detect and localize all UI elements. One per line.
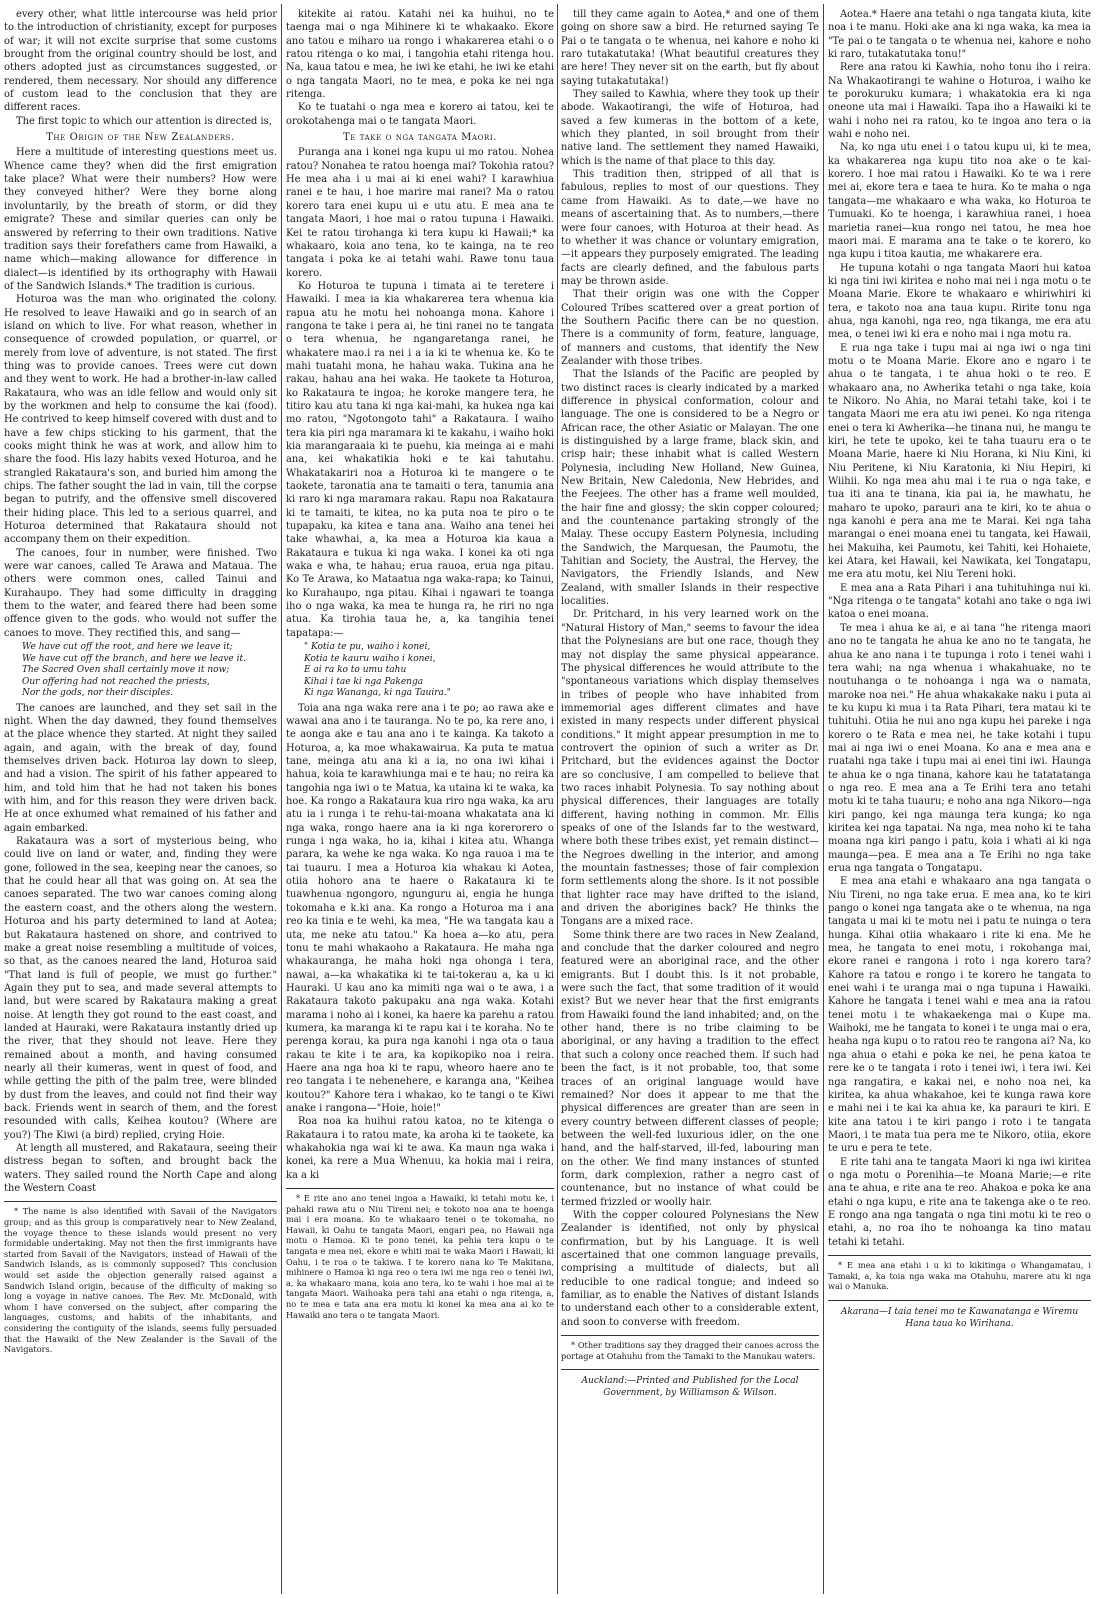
column-maori-1 — [286, 8, 554, 1593]
verse-line: We have cut off the root, and here we leave it; — [22, 642, 233, 653]
paragraph: Roa noa ka huihui ratou katoa, no te kitenga o Rakataura i to ratou mate, ka aroha ki te taokete, ka whakahokia nga wai ki te awa. Ka maun nga waka i konei, ka rere a Mua Whenuu, ka hokia mai i reira, ka a ki — [286, 1116, 554, 1181]
verse-line: Kotia te kauru waiho i konei, — [304, 653, 436, 664]
paragraph: That the Islands of the Pacific are peopled by two distinct races is clearly indicated by a marked difference in physical conformation, colour and language. The one is considered to be a Negro or African race, the other Asiatic or Malayan. The one is distinguished by a large frame, black skin, and crisp hair; these inhabit what is called Western Polynesia, including New Holland, New Guinea, New Britain, New Caledonia, New Hebrides, and the Feejees. The other has a frame well moulded, the hair fine and glossy; the skin copper coloured; and the countenance partaking strongly of the Malay. These occupy Eastern Polynesia, including the Sandwich, the Marquesan, the Paumotu, the Tahitian and Society, the Austral, the Hervey, the Navigators, the Friendly Islands, and New Zealand, with smaller Islands in their respective localities. — [561, 369, 819, 608]
verse-block — [22, 642, 277, 700]
paragraph: The canoes are launched, and they set sail in the night. When the day dawned, they found themselves at the place whence they started. At night they sailed again, and again, with the break of day, found themselves driven back. Hoturoa lay down to sleep, and had a vision. The spirit of his father appeared to him, and told him that he had not taken his bones with him, and for this reason they were driven back. He at once exhumed what remained of his father and again embarked. — [4, 702, 277, 834]
column-rule — [281, 4, 282, 1594]
verse-line: The Sacred Oven shall certainly move it now; — [22, 665, 230, 676]
verse-line: " Kotia te pu, waiho i konei, — [304, 642, 431, 653]
paragraph: Some think there are two races in New Zealand, and conclude that the darker coloured and negro featured were an aboriginal race, and the other emigrants. But I doubt this. Is it not probable, were such the fact, that some tradition of it would exist? But we never hear that the first emigrants from Hawaiki found the land inhabited; and, on the other hand, there is no tribe claiming to be aboriginal, or any having a tradition to the effect that such a colony once reached them. If such had been the fact, is it not probable, too, that some traces of an original language would have remained? Nor does it appear to me that the physical differences are greater than are seen in every country between different classes of people; between the well-fed luxurious idler, on the one hand, and the half-starved, ill-fed, labouring man on the other. We find many instances of stunted form, dark complexion, rather a negro cast of countenance, but no instance of what could be termed frizzled or woolly hair. — [561, 929, 819, 1208]
paragraph: kitekite ai ratou. Katahi nei ka huihui, no te taenga mai o nga Mihinere ki te whakaako. Ekore ano tatou e miharo ua rongo i whakarerea etahi o o ratou ritenga o ko mai, i tangohia etahi ritenga hou. Na, kaua tatou e mea, he iwi ke etahi, he iwi ke etahi o nga tangata Maori, no te mea, e poka ke nei nga ritenga. — [286, 9, 554, 101]
footnote — [286, 1188, 554, 1320]
verse-block — [304, 642, 554, 700]
verse-line: Nor the gods, nor their disciples. — [22, 688, 174, 699]
paragraph: E mea ana a Rata Pihari i ana tuhituhinga nui ki. "Nga ritenga o te tangata" kotahi ano take o nga iwi katoa o enei moana. — [828, 582, 1091, 621]
paragraph: Toia ana nga waka rere ana i te po; ao rawa ake e wawai ana ano i te tauranga. No te po, ka rere ano, i te aonga ake e tau ana ano i te kainga. Ka takoto a Hoturoa, a, ka moe whakawairua. Ka puta te matua tane, meinga atu ana ki a ia, no ona iwi kihai i hahua, koia te karawhiunga mai e te hau; no reira ka tangohia nga iwi o te Matua, ka utaina ki te waka, ka hoe. Ka rongo a Rakataura kua riro nga waka, ka aru atu ia i runga i te rehu-tai-moana whakatata ana ki nga waka, rongo haere ana ia ki nga korerorero o runga i nga waka, ho ia, kihai i kitea atu. Whanga parara, ka wehe ke nga waka. Ko nga rauoa i ma te tai tuauru. I mea a Hoturoa kia whakau ki Aotea, otiia hohoro ana te haere o Rakataura ki te tuawhenua ngongoro, ngunguru ai, engia he hunga tokomaha e k.ki ana. Ka rongo a Hoturoa ma i ana reo ka tinia e te wehi, ka mea, "He wa tangata kau a uta, me neke atu tatou." Ka hoea a—ko atu, pera tonu te mahi whakaoho a Rakataura. He maha nga whakauranga, he maha hoki nga ohonga i tera, nawai, a—ka whakatika ki te tai-tokerau a, ka u ki Hauraki. U kau ano ka mimiti nga wai o te awa, i a Rakataura takoto pakupaku ana nga waka. Kotahi marama i noho ai i konei, ka haere ka parehu a ratou kumera, ka maranga ki te rapu kai i te koraha. No te perenga korau, ka pura nga kanohi i nga ota o taua rakau te kite i te ara, ka kopikopiko noa i reira. Haere ana nga hoa ki te rapu, wheoro haere ano te reo tangata i te nehenehere, e karanga ana, "Keihea koutou?" Kahore tera i whakao, ko te tangi o te Kiwi anake i rangona—"Hoie, hoie!" — [286, 702, 554, 1114]
paragraph: The first topic to which our attention is directed is, — [16, 115, 272, 127]
verse-line: Our offering had not reached the priests, — [22, 676, 210, 687]
verse-line: We have cut off the branch, and here we leave it. — [22, 653, 246, 664]
column-maori-2 — [828, 8, 1091, 1593]
verse-line: Kihai i tae ki nga Pakenga — [304, 676, 424, 687]
footnote-text: * Other traditions say they dragged their canoes across the portage at Otahuhu from the Tamaki to the Manukau waters. — [561, 1340, 819, 1361]
footnote-text: * E mea ana etahi i u ki to kikitinga o Whangamatau, i Tamaki, a, ka toia nga waka ma Otahuhu, marere atu ki nga wai o Manuka. — [828, 1259, 1091, 1292]
column-english-2 — [561, 8, 819, 1593]
paragraph: He tupuna kotahi o nga tangata Maori hui katoa ki nga tini iwi kiritea e noho mai nei i nga motu o te Moana Marie. Ekore te whakaaro e whiriwhiri ki tera, e takoto noa ana taua kupu. Ririte tonu nga ahua, nga kanohi, nga reo, nga tikanga, me era atu mea, o tenei iwi ki era e noho mai i nga motu ra. — [828, 262, 1091, 341]
paragraph: E mea ana etahi e whakaaro ana nga tangata o Niu Tireni, no nga take erua. E mea ana, ko te kiri pango o konei nga tangata ake o te whenua, na nga tangata u mai ki te motu nei i patu te nuinga o tera hunga. Kihai otiia whakaaro i rite ki ena. Me he mea, he tangata to enei motu, i rokohanga mai, ekore ranei e rangona i roto i nga korero tara? Kahore ra tatou e rongo i te korero he tangata to enei wahi i te uranga mai o nga tupuna i Hawaiki. Kahore he tangata i tenei wahi e mea ana ia ratou tenei motu i te whakaekenga mai o Kupe ma. Waihoki, me he tangata to konei i te unga mai o era, heaha nga kupu o to ratou reo te rangona ai? Na, ko nga ahua o etahi e poka ke nei, he pena katoa te rere ke o te tangata i roto i tenei iwi, i tera iwi. Kei nga rangatira, e kakai nei, e noho noa nei, ka kiritea, ka ahua whakahoe, kei te kunga rawa kore e mahi nei i te kai ka ahua ke, ka parauri te kiri. E kite ana tatou i te kiri pango i roto i te tangata Maori, i te mata tua pera me te Nikoro, otiia, ekore te uru e pera te tete. — [828, 876, 1091, 1155]
printer-imprint: Auckland:—Printed and Published for the Local Government, by Williamson & Wilson. — [561, 1369, 819, 1399]
paragraph: At length all mustered, and Rakataura, seeing their distress began to soften, and brought back the waters. They sailed round the North Cape and along the Western Coast — [4, 1143, 277, 1195]
paragraph: Ko Hoturoa te tupuna i timata ai te teretere i Hawaiki. I mea ia kia whakarerea tera whenua kia rapua atu he motu hei nohoanga mona. Kahore i rangona te take i pera ai, he tini ranei no te tangata o tera whenua, he ngangaretanga ranei, he whakatere mao.i ra nei i a ia ki te whenua ke. Ko te mahi tuatahi mona, he hahau waka. Tukina ana he rakau, hahau ana hei waka. He taokete ta Hoturoa, ko Rakataura te ingoa; he koroke mangere tera, he titiro kau atu tana ki nga kai-mahi, ka hukea nga kai mo ratou, "Ngotongoto tahi" a Rakataura. I waiho tera kia piri nga maramara ki te kakahu, i waiho hoki kia marangaraaia ki te puehu, kia meinga ai e mahi ana, kei whakatikia hoki e te kai tahutahu. Whakatakariri noa a Hoturoa ki te mangere o te taokete, taronatia ana te tamaiti o tera, tanumia ana ki raro ki nga maramara rakau. Rapu noa Rakataura ki te tamaiti, te kitea, no ka puta noa te piro o te tupapaku, ka kitea e tana ana. Waiho ana tenei hei take whawhai, a, ka mea a Hoturoa kia kaua a Rakataura e tukua ki nga waka. I konei ka oti nga waka e wha, te hahau; erua rauoa, erua nga pitau. Ko Te Arawa, ko Mataatua nga waka-rapa; ko Tainui, ko Kurahaupo, nga pitau. Kihai i ngawari te toanga iho o nga waka, ka mea te hunga ra, he riri no nga atua. Ka tirohia taua he, a, ka tangihia tenei tapatapa:— — [286, 280, 554, 639]
paragraph: Te mea i ahua ke ai, e ai tana "he ritenga maori ano no te tangata he ahua ke ano no te tangata, he ahua ke ano nana i te tupunga i roto i tenei wahi i tera wahi; na nga whenua i whakahuake, no te noutuhanga o te nohoanga i nga wa o namata, maroke noa nei." He ahua whakakake naku i puta ai te ku kupu ki mua i ta Rata Pihari, tera matau ki te tuhituhi. Otiia he nui ano nga kupu hei pareke i nga korero o te Rata e mea nei, he take kotahi i tupu mai ai nga iwi o enei Moana. Ko ana e mea ana e ruatahi nga take i tupu mai ai enei tini iwi. Haunga te ahua ke o nga tinana, kahore kau he tatatatanga o nga reo. E mea ana a Te Erihi tera ano tetahi motu ki te taha tuauru; e noho ana nga Nikoro—nga kiri pango, kei nga maunga tera kunga; ko nga kiritea kei nga tapatai. Na nga, mea noho ki te taha moana nga kiri pango i patu, koia i whati ai ki nga maunga—pea. E mea ana a Te Erihi no nga take erua nga tangata o Tongatapu. — [828, 622, 1091, 874]
column-rule — [557, 4, 558, 1594]
paragraph: E rua nga take i tupu mai ai nga iwi o nga tini motu o te Moana Marie. Ekore ano e ngaro i te ahua o te tangata, i te ahua hoki o te reo. E whakaaro ana, no Awherika tetahi o nga take, koia te Nikoro. No Ahia, no Marai tetahi take, koi i te tangata Maori me era atu iwi penei. Ko nga ritenga enei o tera ki Awherika—he tinana nui, he mangu te kiri, he tete te upoko, kei te taha tuauru era o te Moana Marie, haere ki Niu Horana, ki Niu Kini, ki Niu Peritene, ki Niu Karatonia, ki Niu Hepiri, ki Wiihii. Ko nga mea ahu mai i te rua o nga take, e tua iti ana te tinana, kia pai ia, he mawhatu, he maharo te upoko, parauri ana te kiri, ko te ahua o nga kanohi e pera ana me te Marai. Kei nga taha marangai o enei moana enei tu tangata, kei Hawaii, hei Makuiha, kei Paumotu, kei Tahiti, kei Hohaiete, kei Atara, kei Hawaii, kei Nawikata, kei Tongatapu, me era atu motu, kei Niu Tereni hoki. — [828, 342, 1091, 581]
paragraph: Na, ko nga utu enei i o tatou kupu ui, ki te mea, ka whakarerea nga kupu tito noa ake o te kai-korero. I hoe mai ratou i Hawaiki. Ko te wa i rere mei ai, ekore tera e taea te hura. Ko te maha o nga tangata—me whakaaro e wha waka, ko Hoturoa te Tumuaki. Ko te hoenga, i karawhiua ranei, i hoea marietia ranei—kua rongo nei tatou, he mea hoe maori mai. E marama ana te take o te korero, ko nga kupu i titoa kautia, me whakarere era. — [828, 142, 1091, 261]
paragraph: That their origin was one with the Copper Coloured Tribes scattered over a great portion of the Southern Pacific there can be no question. There is a community of form, feature, language, of manners and customs, that identify the New Zealander with those tribes. — [561, 289, 819, 367]
paragraph: The canoes, four in number, were finished. Two were war canoes, called Te Arawa and Mataua. The others were common ones, called Tainui and Kurahaupo. They had some difficulty in dragging them to the water, and feared there had been some offence given to the gods. who would not suffer the canoes to move. They rectified this, and sang— — [4, 547, 277, 639]
section-heading: The Origin of the New Zealanders. — [46, 132, 235, 144]
verse-line: Ki nga Wananga, ki nga Tauira." — [304, 688, 451, 699]
verse-line: E ai ra ko to umu tahu — [304, 665, 407, 676]
paragraph: This tradition then, stripped of all that is fabulous, replies to most of our questions. They came from Hawaiki. As to date,—we have no means of ascertaining that. As to numbers,—there were four canoes, with Hoturoa at their head. As to whether it was chance or voluntary emigration,—it appears they purposely emigrated. The leading facts are clearly defined, and the fabulous parts may be thrown aside. — [561, 169, 819, 287]
paragraph: Aotea.* Haere ana tetahi o nga tangata kiuta, kite noa i te manu. Hoki ake ana ki nga waka, ka mea ia "Te pai o te tangata o te whenua nei, kahore e noho ki raro, tutakatutaka tonu!" — [828, 9, 1091, 61]
paragraph: Here a multitude of interesting questions meet us. Whence came they? when did the first emigration take place? What were their numbers? How were they conveyed hither? Were they borne along involuntarily, by the breath of storm, or did they emigrate? These and similar queries can only be answered by referring to their own traditions. Native tradition says their forefathers came from Hawaiki, a name which—making allowance for difference in dialect—is identified by its orthography with Hawaii of the Sandwich Islands.* The tradition is curious. — [4, 147, 277, 292]
footnote — [828, 1255, 1091, 1292]
footnote — [4, 1201, 277, 1354]
paragraph: E rite tahi ana te tangata Maori ki nga iwi kiritea o nga motu o Porenihia—te Moana Marie;—e rite ana te ahua, e rite ana te reo. Ahakoa e poka ke ana etahi o nga kupu, e rite ana te takenga ake o te reo. E rongo ana nga tangata o nga tini motu ki te reo o etahi, a, no roa iho te nohoanga ka tino matau tetahi ki tetahi. — [828, 1156, 1091, 1248]
column-rule — [823, 4, 824, 1594]
paragraph: every other, what little intercourse was held prior to the introduction of christianity, except for purposes of war; it will not excite surprise that some customs brought from the original country should be lost, and others adopted just as circumstances suggested, or rendered, them necessary. Nor should any difference of custom lead to the conclusion that they are different races. — [4, 9, 277, 114]
paragraph: With the copper coloured Polynesians the New Zealander is identified, not only by physical confirmation, but by his Language. It is well ascertained that one common language prevails, comprising a multitude of dialects, but all reducible to one radical tongue; and indeed so familiar, as to enable the Natives of distant Islands to understand each other to a considerable extent, and soon to converse with freedom. — [561, 1209, 819, 1328]
paragraph: Rere ana ratou ki Kawhia, noho tonu iho i reira. Na Whakaotirangi te wahine o Hoturoa, i waiho ke te porokuruku kumara; i whakatokia era ki nga oneone uta mai i Hawaiki. Tapa iho a Hawaiki ki te wahi i noho nei ra ratou, ko te ingoa ano tera o ia wahi e noho nei. — [828, 62, 1091, 141]
footnote-text: * The name is also identified with Savaii of the Navigators group; and as this group is comparatively near to New Zealand, the voyage thence to these islands would present no very formidable undertaking. May not then the first immigrants have started from Savaii of the Navigators, instead of Hawaii of the Sandwich Islands, as is commonly supposed? This conclusion would set aside the objection generally raised against a Sandwich Island origin, because of the difficulty of making so long a voyage in native canoes. The Rev. Mr. McDonald, with whom I have conversed on the subject, after comparing the languages, customs, and habits of the inhabitants, and considering the contiguity of the islands, seems fully persuaded that the Hawaiki of the New Zealander is the Savaii of the Navigators. — [4, 1206, 277, 1355]
footnote-text: * E rite ano ano tenei ingoa a Hawaiki, ki tetahi motu ke, i pahaki rawa atu o Niu Tireni nei; e tokoto noa ana te hoenga mai i era moana. Ko te whakaaro tenei o te tokomaha, no Hawaii, ki Oahu te tangata Maori, engari pea, no Hawaii nga motu o Hamoa. Ki te pono tenei, ka pehia tera kupu o te tangata e mea nei, ekore e whiti mai te waka Maori i Hawaii, ki Oahu, i te roa o te takiwa. I te korero nana ko Te Makitana, mihinere o Hamoa ki nga reo o tera iwi me nga reo o tenei iwi, a, ka whakaaro mana, koia ano tera, ko te wahi i hoe mai ai te tangata Maori. Waihoaka pera tahi ana etahi o nga ritenga, a, no te mea e tata ana era motu ki konei ka mea ana ai ko te Hawaiki ano tera o te tangata Maori. — [286, 1193, 554, 1320]
paragraph: Rakataura was a sort of mysterious being, who could live on land or water, and, finding they were gone, followed in the sea, keeping near the canoes, so that he could hear all that was going on. At sea the canoes separated. The two war canoes coming along the eastern coast, and the others along the western. Hoturoa and his party determined to land at Aotea; but Rakataura hastened on shore, and contrived to make a great noise resembling a multitude of voices, so that, as the canoes neared the land, Hoturoa said "That land is full of people, we must go further." Again they put to sea, and made several attempts to land, but were scared by Rakataura making a great noise. At length they got round to the east coast, and landed at Hauraki, were Rakataura instantly dried up the river, that they should not leave. Here they remained about a month, and having consumed nearly all their kumeras, went in quest of food, and while getting the pith of the palm tree, were blinded by dust from the leaves, and could not find their way back. Friends went in search of them, and the forest resounded with calls, Keihea koutou? (Where are you?) The Kiwi (a bird) replied, crying Hoie. — [4, 836, 277, 1141]
paragraph: Hoturoa was the man who originated the colony. He resolved to leave Hawaiki and go in search of an island on which to live. For what reason, whether in consequence of crowded population, or quarrel, or merely from love of adventure, is not stated. The first thing was to provide canoes. Trees were cut down and they went to work. He had a brother-in-law called Rakataura, who was an idle fellow and would only sit by the workmen and help to consume the kai (food). He contrived to keep himself covered with dust and to have a few chips sticking to his garment, that the cooks might think he was at work, and allow him to share the food. His lazy habits vexed Hoturoa, and he strangled Rakataura's son, and buried him among the chips. The father sought the lad in vain, till the corpse began to putrify, and the offensive smell discovered their hiding place. This led to a serious quarrel, and Hoturoa determined that Rakataura should not accompany them on their expedition. — [4, 294, 277, 546]
paragraph: Puranga ana i konei nga kupu ui mo ratou. Nohea ratou? Nonahea te ratou hoenga mai? Tokohia ratou? He mea aha i u mai ai ki enei wahi? I karawhiua ranei e te hau, i hoe marire mai ranei? Ma o ratou korero tara enei kupu ui e utu atu. E mea ana te tangata Maori, i hoe mai o ratou tupuna i Hawaiki. Kei te ratou tirohanga ki tera kupu ki Hawaii;* ka whakaaro, koia ano tena, ko te kainga, na te reo tangata i poka ke ai tetahi wahi. Rawe tonu taua korero. — [286, 147, 554, 279]
paragraph: They sailed to Kawhia, where they took up their abode. Wakaotirangi, the wife of Hoturoa, had saved a few kumeras in the bottom of a kete, which they planted, in soil brought from their native land. The settlement they named Hawaiki, which is the name of that place to this day. — [561, 89, 819, 167]
paragraph: till they came again to Aotea,* and one of them going on shore saw a bird. He returned saying Te Pai o te tangata o te whenua, nei kahore e noho ki raro tutakatutaka! (What beautiful creatures they are here! They never sit on the earth, but fly about saying tutakatutaka!) — [561, 9, 819, 87]
section-heading: Te take o nga tangata Maori. — [343, 132, 497, 144]
paragraph: Ko te tuatahi o nga mea e korero ai tatou, kei te orokotahenga mai o te tangata Maori. — [286, 102, 554, 127]
footnote — [561, 1335, 819, 1361]
column-english-1 — [4, 8, 277, 1593]
paragraph: Dr. Pritchard, in his very learned work on the "Natural History of Man," seems to favour the idea that the Polynesians are but one race, though they may not display the same physical appearance. The physical differences he would attribute to the "spontaneous variations which display themselves in tribes of people who have inhabited from immemorial ages different climates and have existed in many respects under different physical conditions." It might appear presumption in me to controvert the opinion of such a writer as Dr. Pritchard, but the evidences against the Doctor are so conclusive, I am compelled to believe that two races inhabit Polynesia. To say nothing about physical differences, their languages are totally different, having nothing in common. Mr. Ellis speaks of one of the Islands far to the westward, where both these tribes exist, yet remain distinct—the Negroes dwelling in the interior, and among the mountain fastnesses; those of fair complexion form settlements along the shore. Is it not possible that lighter race may have drifted to the island, and driven the aborigines back? He thinks the Tongans are a mixed race. — [561, 609, 819, 928]
printer-imprint: Akarana—I taia tenei mo te Kawanatanga e Wiremu Hana taua ko Wirihana. — [828, 1300, 1091, 1330]
